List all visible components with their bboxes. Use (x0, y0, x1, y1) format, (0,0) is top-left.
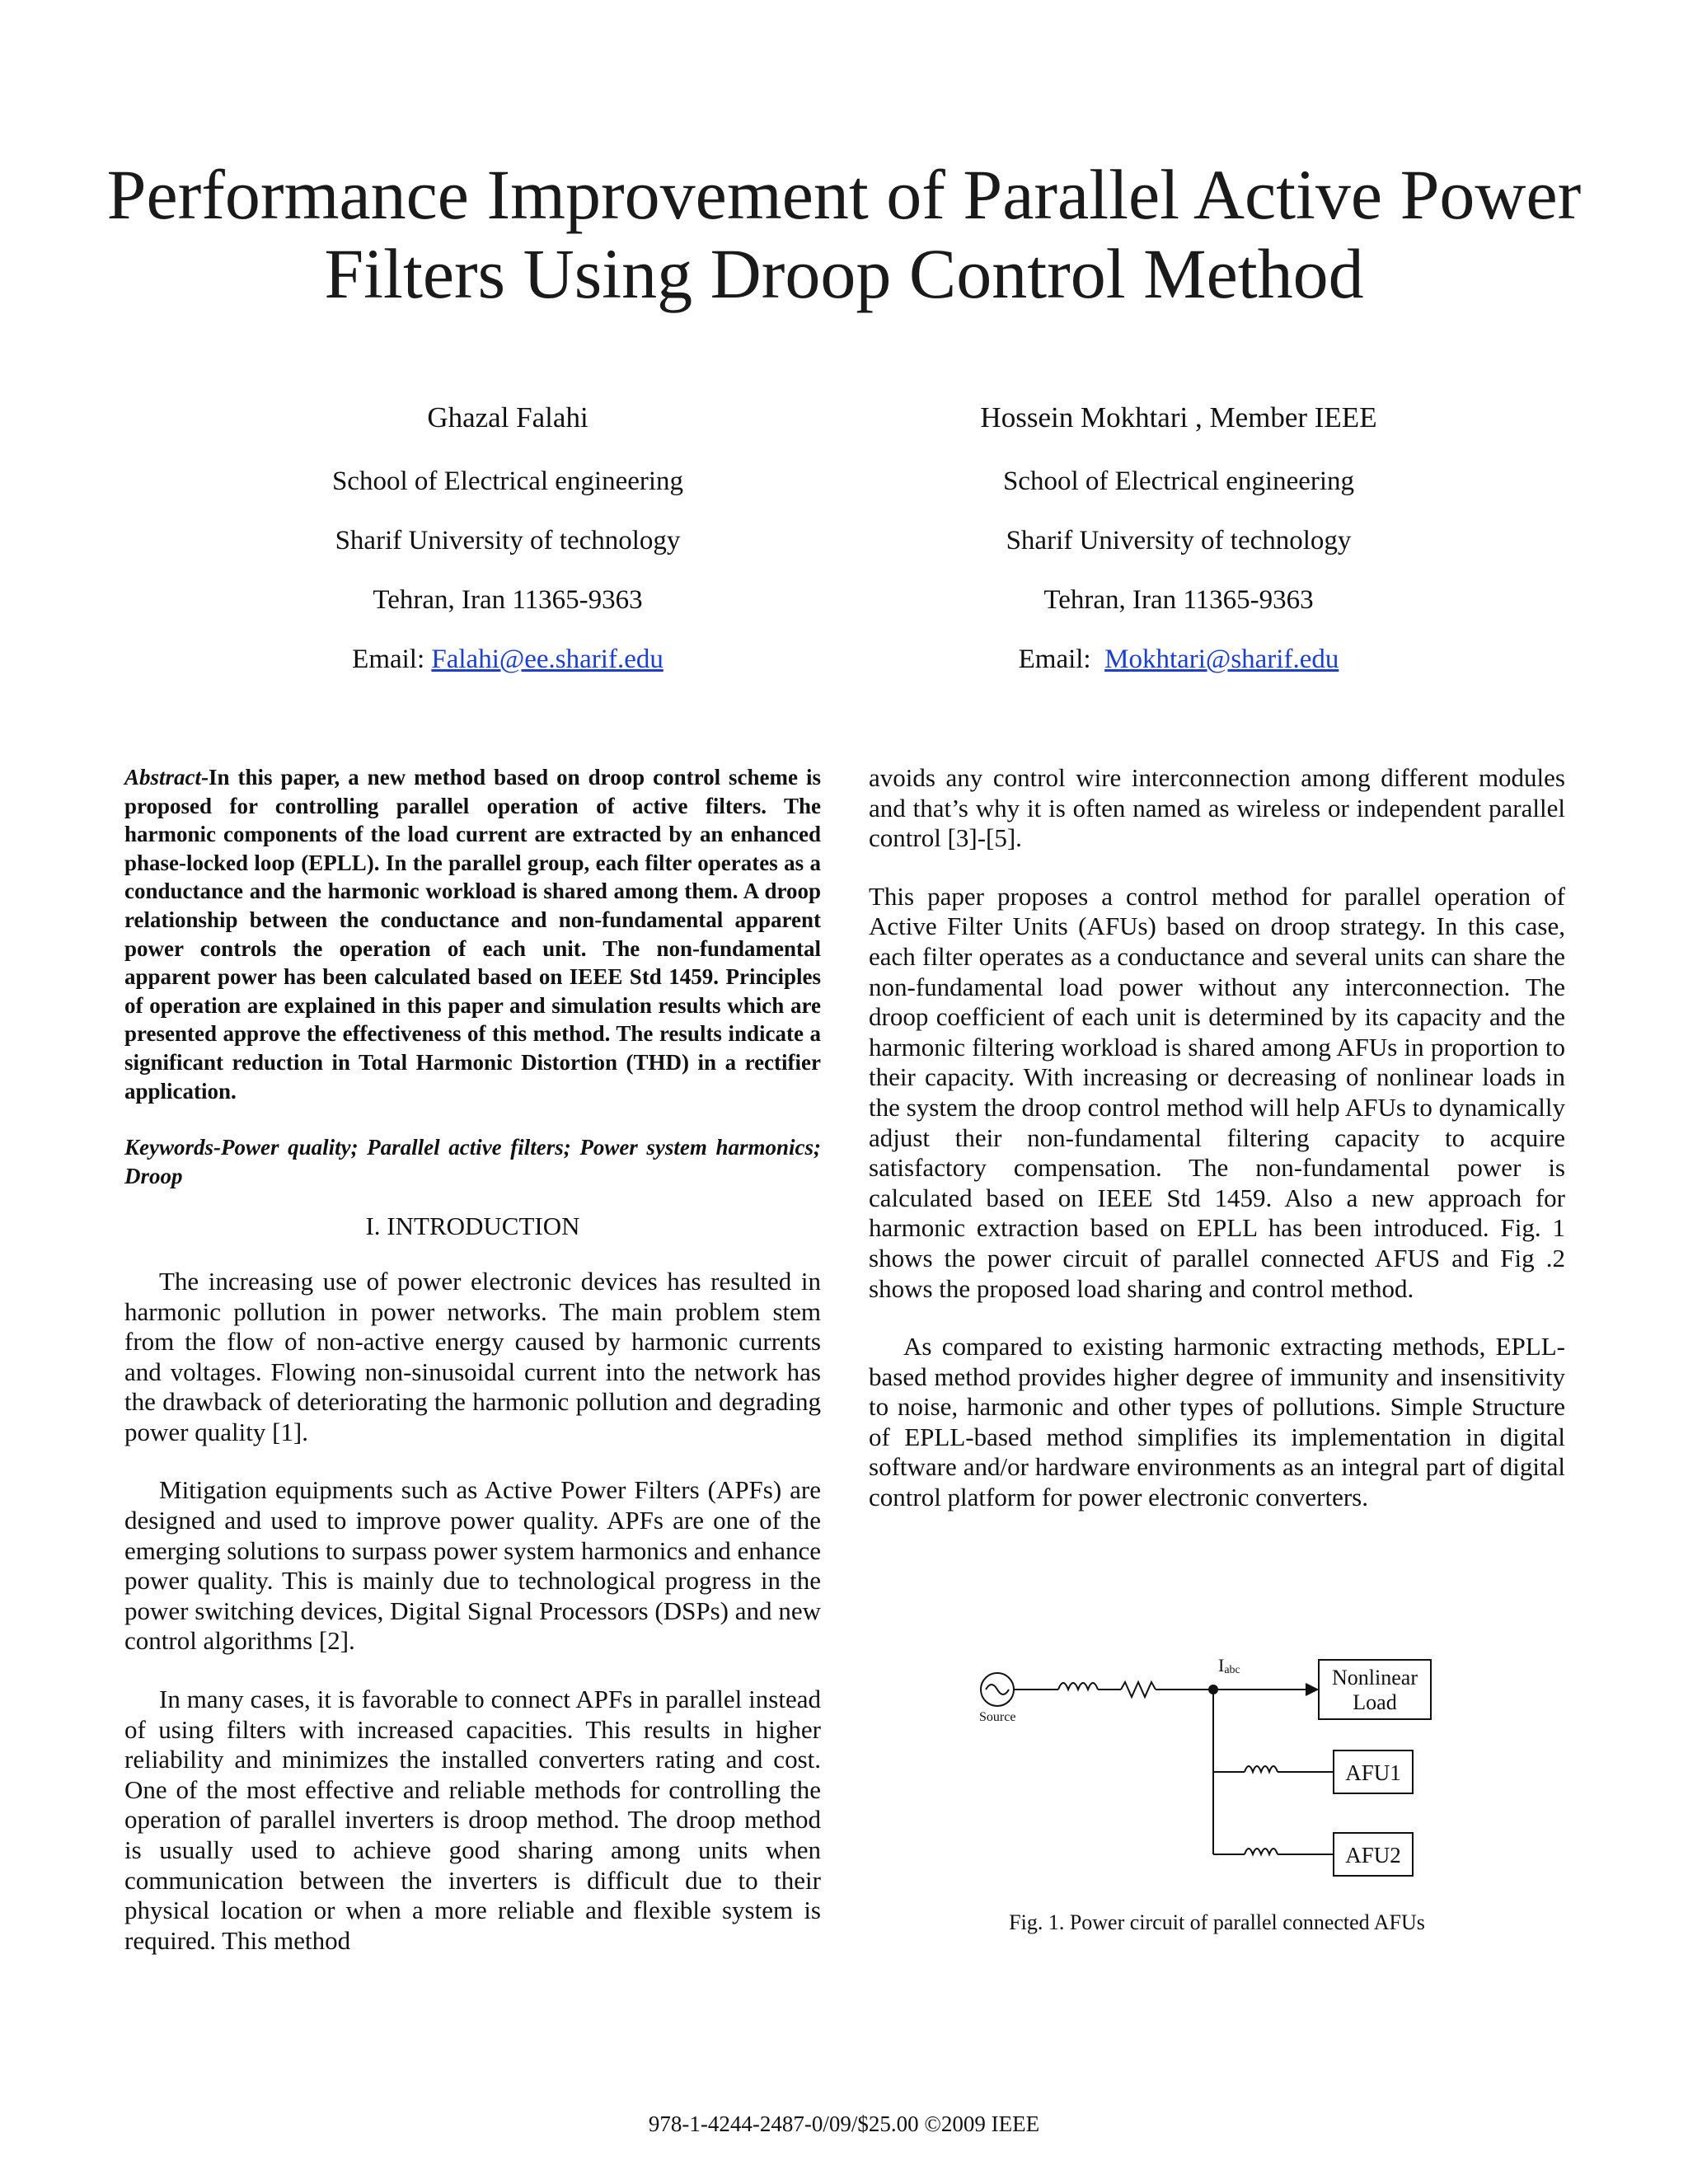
paragraph: The increasing use of power electronic devices has resulted in harmonic pollution in power networks. The main problem stem from the flow of non-active energy caused by harmonic currents and voltages. Flowing non-sinusoidal current into the network has the drawback of deteriorating the harmonic pollution and degrading power quality [1]. (124, 1266, 821, 1446)
author-university: Sharif University of technology (1006, 526, 1352, 555)
author-department: School of Electrical engineering (331, 466, 684, 496)
email-label: Email: (1018, 644, 1105, 674)
author-block-1 (178, 384, 837, 689)
abstract-lead: Abstract (124, 765, 202, 790)
power-circuit-figure (964, 1640, 1442, 1887)
load-label-line1: Nonlinear (1332, 1666, 1418, 1690)
email-label: Email: (352, 644, 432, 674)
source-label: Source (979, 1710, 1016, 1724)
current-label-sub: abc (1224, 1664, 1240, 1676)
author-email-line (849, 630, 1508, 689)
paper-title (0, 155, 1688, 313)
paragraph: In many cases, it is favorable to connect APFs in parallel instead of using filters with increased capacities. This results in higher reliability and minimizes the installed converters rating and cost. One of the most effective and reliable methods for controlling the operation of parallel inverters is droop method. The droop method is usually used to achieve good sharing among units when communication between the inverters is difficult due to their physical location or when a more reliable and flexible system is required. This method (124, 1685, 821, 1955)
resistor-icon (1121, 1682, 1156, 1697)
paragraph: avoids any control wire interconnection among different modules and that’s why it is often named as wireless or independent parallel control [3]-[5]. (869, 763, 1565, 853)
author-email-link[interactable]: Mokhtari@sharif.edu (1104, 644, 1339, 674)
paragraph: Mitigation equipments such as Active Power Filters (APFs) are designed and used to improve power quality. APFs are one of the emerging solutions to surpass power system harmonics and enhance power quality. This is mainly due to technological progress in the power switching devices, Digital Signal Processors (DSPs) and new control algorithms [2]. (124, 1475, 821, 1656)
load-label-line2: Load (1353, 1690, 1397, 1714)
copyright-footer: 978-1-4244-2487-0/09/$25.00 ©2009 IEEE (648, 2111, 1040, 2136)
author-email-link[interactable]: Falahi@ee.sharif.edu (431, 644, 663, 674)
author-name: Hossein Mokhtari , Member IEEE (980, 401, 1377, 434)
inductor-icon (1245, 1849, 1278, 1854)
author-university: Sharif University of technology (335, 526, 681, 555)
paragraph: This paper proposes a control method for parallel operation of Active Filter Units (AFUs) based on droop strategy. In this case, each filter operates as a conductance and several units can share the non-fundamental load power without any interconnection. The droop coefficient of each unit is determined by its capacity and the harmonic filtering workload is shared among AFUs in proportion to their capacity. With increasing or decreasing of nonlinear loads in the system the droop control method will help AFUs to dynamically adjust their non-fundamental filtering capacity to acquire satisfactory compensation. The non-fundamental power is calculated based on IEEE Std 1459. Also a new approach for harmonic extraction based on EPLL has been introduced. Fig. 1 shows the power circuit of parallel connected AFUS and Fig .2 shows the proposed load sharing and control method. (869, 881, 1565, 1303)
section-heading: I. INTRODUCTION (365, 1212, 580, 1241)
inductor-icon (1245, 1766, 1278, 1772)
current-label (1218, 1655, 1240, 1676)
afu1-label: AFU1 (1345, 1760, 1401, 1785)
sine-wave-icon (986, 1685, 1009, 1694)
title-line-2: Filters Using Droop Control Method (324, 234, 1364, 313)
keywords: Keywords-Power quality; Parallel active filters; Power system harmonics; Droop (124, 1135, 821, 1188)
author-name: Ghazal Falahi (427, 401, 588, 434)
left-column (124, 763, 821, 1956)
author-department: School of Electrical engineering (1002, 466, 1355, 496)
junction-dot (1208, 1685, 1218, 1694)
current-label-main: I (1218, 1655, 1225, 1675)
title-line-1: Performance Improvement of Parallel Active Power (106, 155, 1582, 234)
author-email-line (178, 630, 837, 689)
author-block-2 (849, 384, 1508, 689)
figure-caption: Fig. 1. Power circuit of parallel connected AFUs (1009, 1910, 1425, 1934)
author-city: Tehran, Iran 11365-9363 (1043, 585, 1314, 615)
abstract (124, 763, 821, 1105)
inductor-icon (1058, 1683, 1098, 1690)
afu2-label: AFU2 (1345, 1843, 1401, 1868)
paragraph: As compared to existing harmonic extracting methods, EPLL-based method provides higher degree of immunity and insensitivity to noise, harmonic and other types of pollutions. Simple Structure of EPLL-based method simplifies its implementation in digital software and/or hardware environments as an integral part of digital control platform for power electronic converters. (869, 1332, 1565, 1512)
author-city: Tehran, Iran 11365-9363 (373, 585, 643, 615)
right-column (869, 763, 1565, 1513)
abstract-text: -In this paper, a new method based on droop control scheme is proposed for controlling parallel operation of active filters. The harmonic components of the load current are extracted by an enhanced phase-locked loop (EPLL). In the parallel group, each filter operates as a conductance and the harmonic workload is shared among them. A droop relationship between the conductance and non-fundamental apparent power controls the operation of each unit. The non-fundamental apparent power has been calculated based on IEEE Std 1459. Principles of operation are explained in this paper and simulation results which are presented approve the effectiveness of this method. The results indicate a significant reduction in Total Harmonic Distortion (THD) in a rectifier application. (124, 765, 821, 1104)
